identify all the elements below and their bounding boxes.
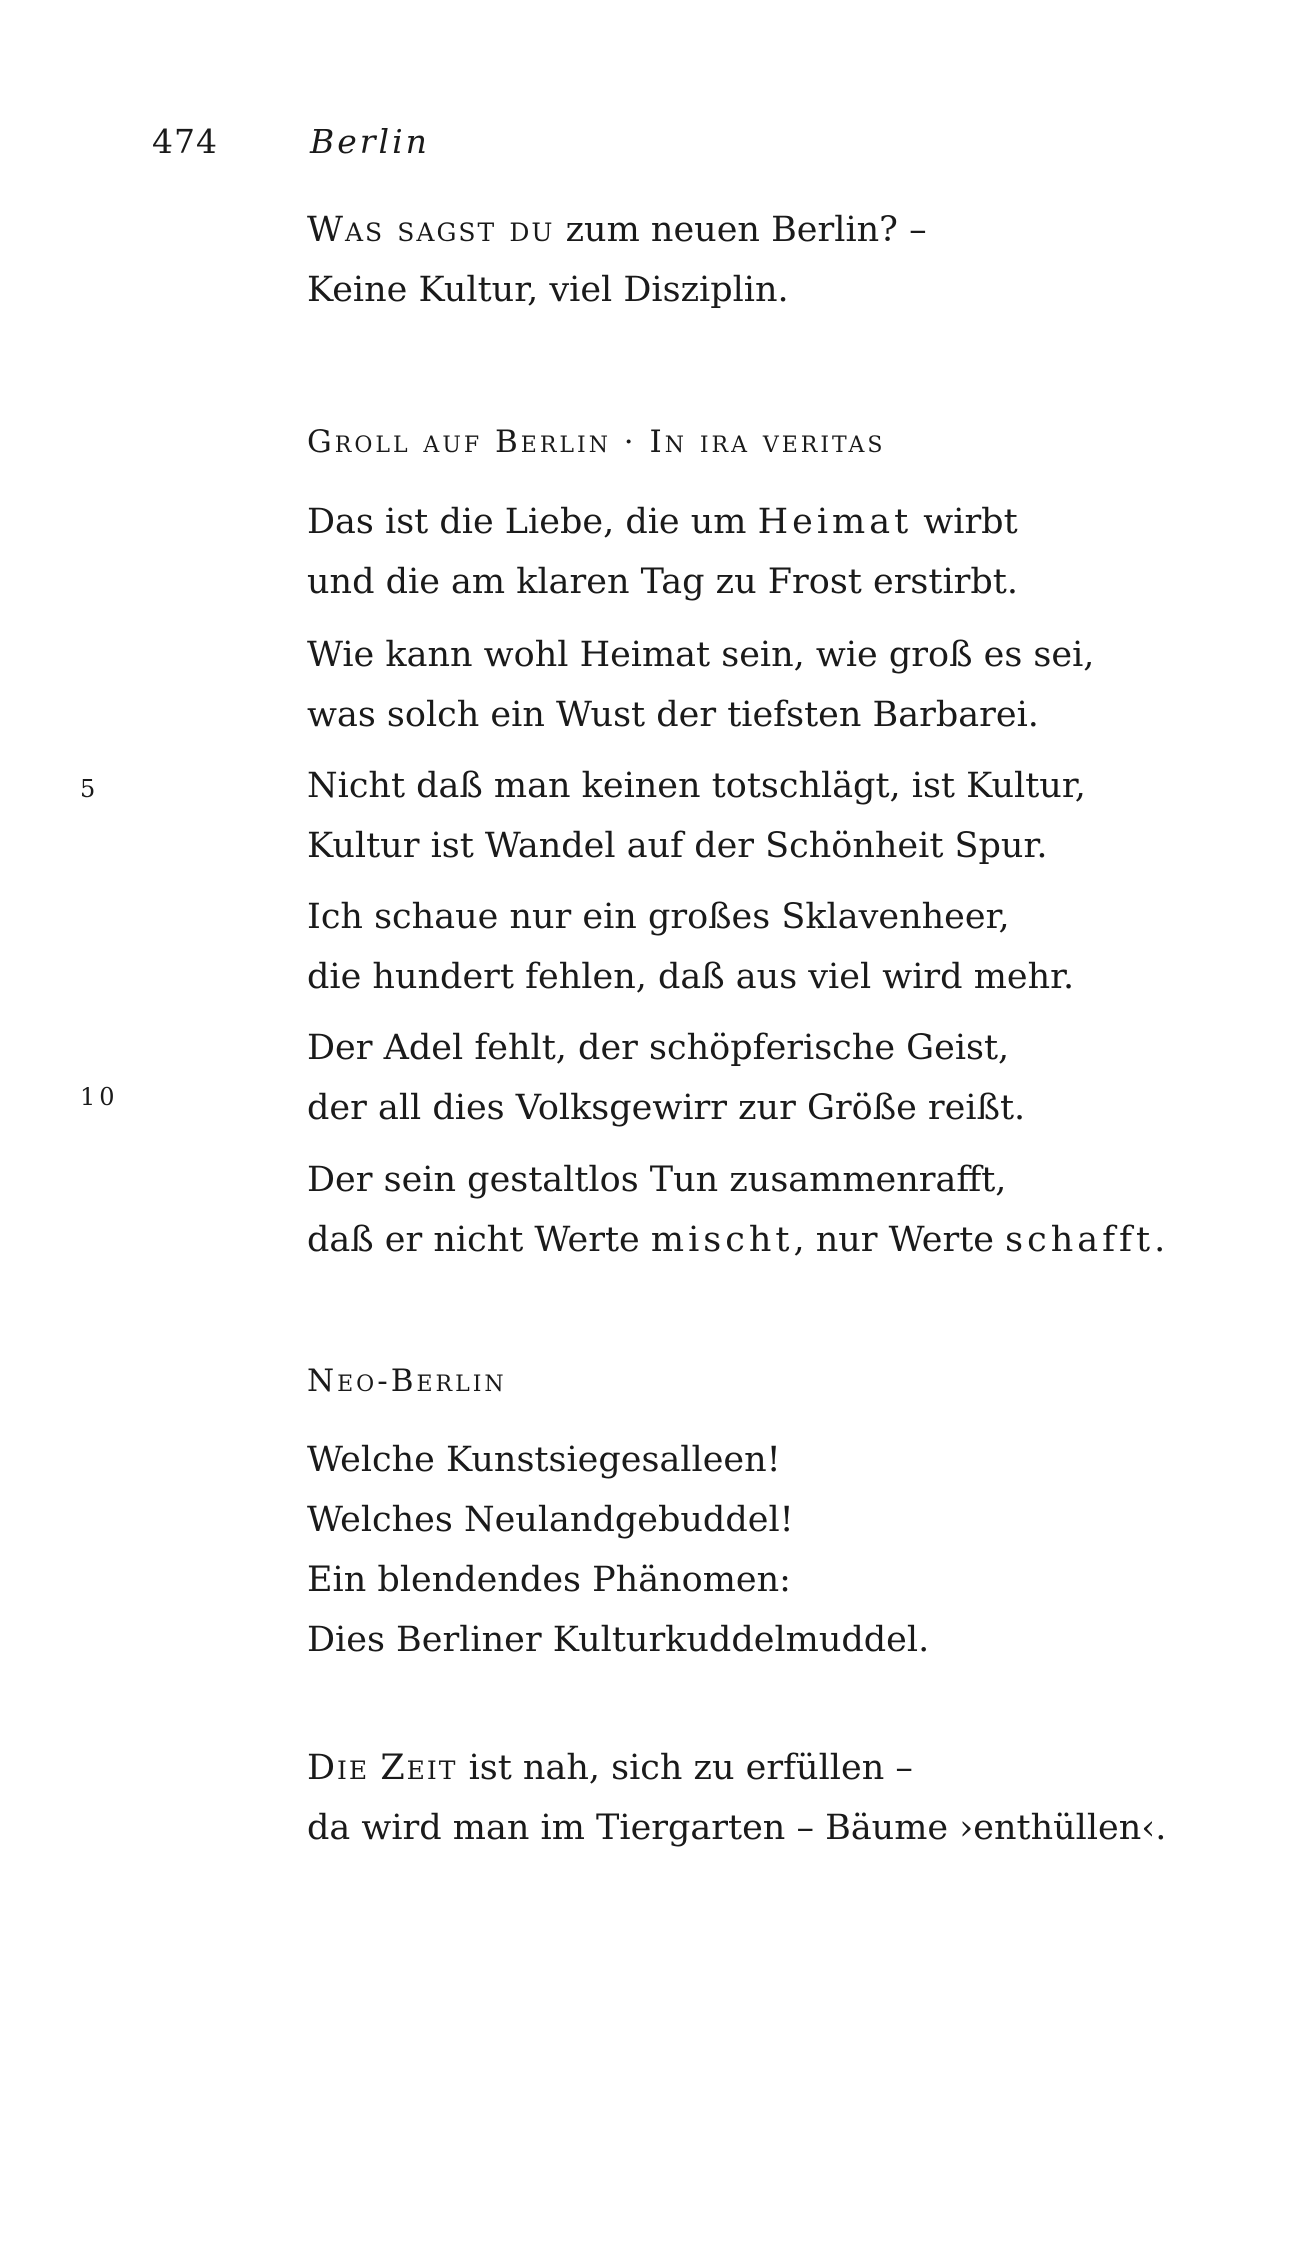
poem-line: Der Adel fehlt, der schöpferische Geist,: [307, 1028, 1010, 1068]
stanza: [307, 1150, 1165, 1270]
page-number: 474: [152, 122, 218, 161]
line-text: [369, 1748, 380, 1788]
poem-line: [307, 200, 927, 260]
poem-line: Der sein gestaltlos Tun zusammenrafft,: [307, 1160, 1007, 1200]
poem-line: da wird man im Tiergarten – Bäume ›enthüllen‹.: [307, 1808, 1167, 1848]
poem-line: Ich schaue nur ein großes Sklavenheer,: [307, 897, 1010, 937]
poem-line: und die am klaren Tag zu Frost erstirbt.: [307, 562, 1018, 602]
poem-line: Dies Berliner Kulturkuddelmuddel.: [307, 1620, 930, 1660]
poem-was-sagst-du: [307, 200, 927, 320]
emphasized-word: mischt: [650, 1220, 794, 1260]
poem-line: Ein blendendes Phänomen:: [307, 1560, 791, 1600]
poem-line: was solch ein Wust der tiefsten Barbarei.: [307, 695, 1039, 735]
stanza: [307, 492, 1018, 612]
stanza: [307, 1018, 1025, 1138]
poem-line: der all dies Volksgewirr zur Größe reißt.: [307, 1088, 1026, 1128]
poem-line: die hundert fehlen, daß aus viel wird mehr.: [307, 957, 1075, 997]
poem-title-neo-berlin: Neo-Berlin: [307, 1363, 507, 1399]
line-text: zum neuen Berlin? –: [554, 210, 927, 250]
poem-line: Welches Neulandgebuddel!: [307, 1500, 794, 1540]
line-number: 5: [80, 775, 100, 803]
poem-line: [307, 1738, 1166, 1798]
poem-line: Wie kann wohl Heimat sein, wie groß es sei,: [307, 635, 1095, 675]
line-text: Das ist die Liebe, die um: [307, 502, 758, 542]
poem-line: [307, 492, 1018, 552]
stanza: [307, 887, 1074, 1007]
poem-line: Kultur ist Wandel auf der Schönheit Spur.: [307, 826, 1048, 866]
emphasized-word: schafft: [1005, 1220, 1155, 1260]
line-text: , nur Werte: [793, 1220, 1006, 1260]
stanza: [307, 625, 1094, 745]
opening-small-caps: Zeit: [380, 1748, 458, 1788]
poem-line: Welche Kunstsiegesalleen!: [307, 1440, 781, 1480]
line-text: wirbt: [912, 502, 1018, 542]
poem-title-groll-auf-berlin: Groll auf Berlin · In ira veritas: [307, 424, 886, 460]
poem-line: Nicht daß man keinen totschlägt, ist Kultur,: [307, 766, 1086, 806]
poem-die-zeit: [307, 1738, 1166, 1858]
running-title: Berlin: [310, 122, 430, 161]
poem-line: Keine Kultur, viel Disziplin.: [307, 270, 789, 310]
line-text: ist nah, sich zu erfüllen –: [457, 1748, 913, 1788]
stanza: [307, 756, 1086, 876]
line-number: 10: [80, 1083, 119, 1111]
line-text: daß er nicht Werte: [307, 1220, 651, 1260]
line-text: .: [1154, 1220, 1166, 1260]
emphasized-word: Heimat: [757, 502, 913, 542]
opening-small-caps: Was sagst du: [307, 210, 555, 250]
poem-neo-berlin: [307, 1430, 929, 1670]
poem-line: [307, 1210, 1165, 1270]
opening-small-caps: Die: [307, 1748, 370, 1788]
